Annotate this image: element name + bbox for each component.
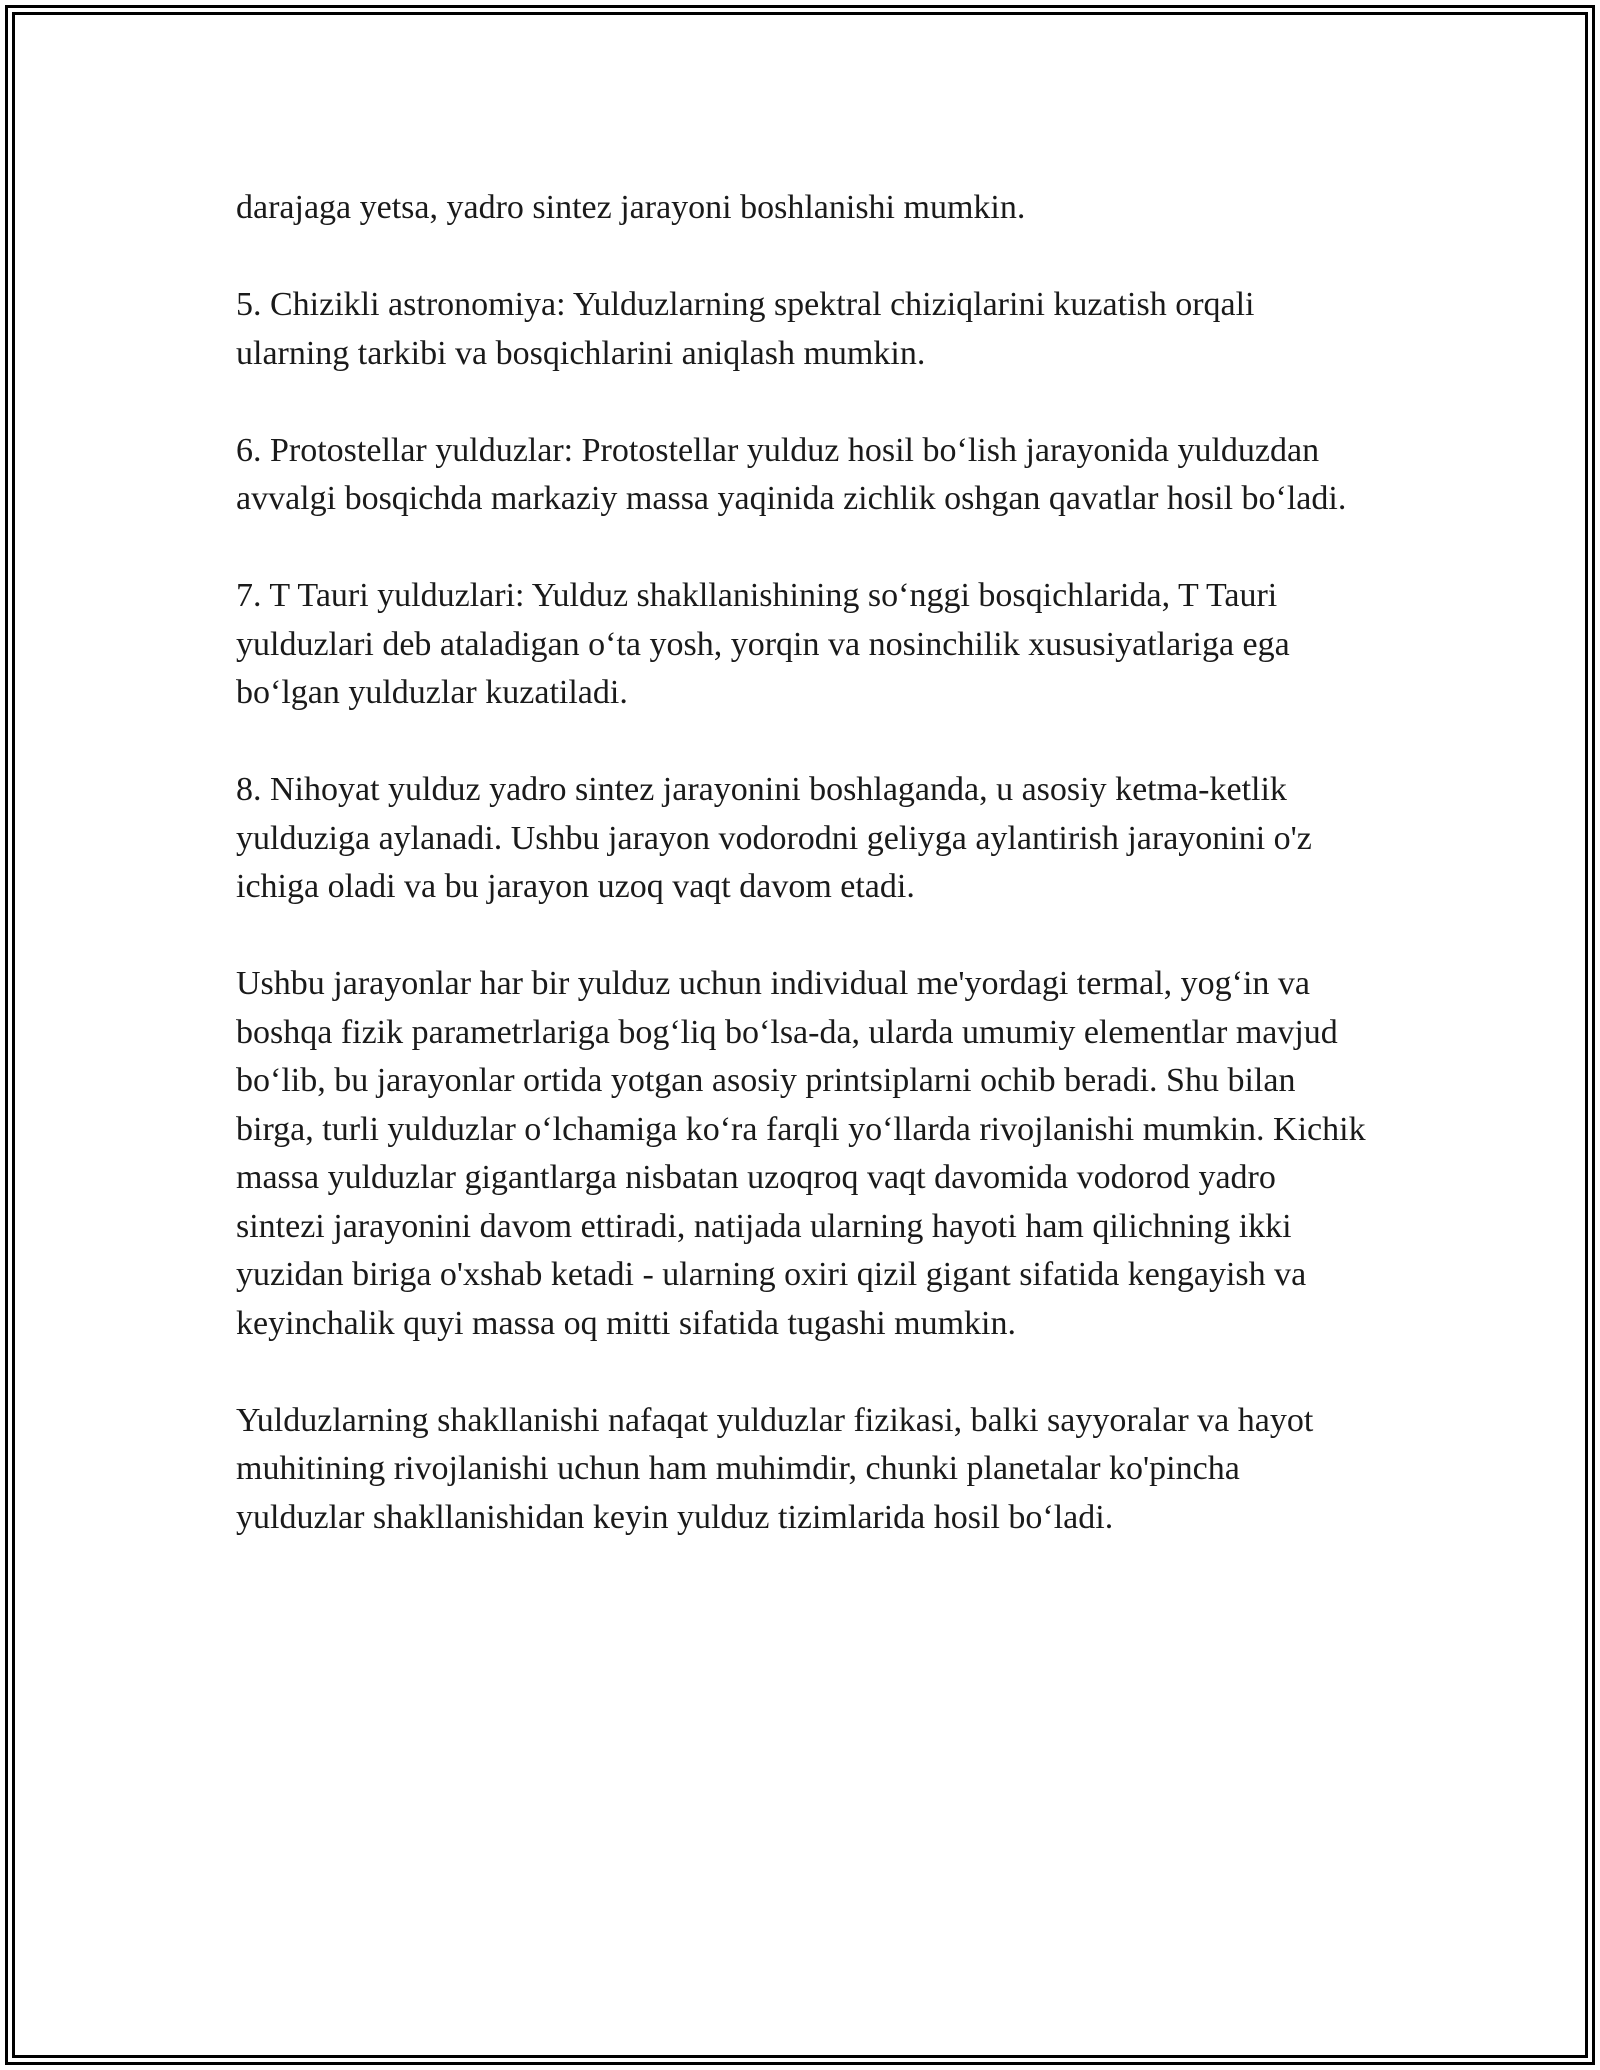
paragraph-item-7: 7. T Tauri yulduzlari: Yulduz shakllanishining so‘nggi bosqichlarida, T Tauri yulduzlari deb ataladigan o‘ta yosh, yorqin va nosinchilik xususiyatlariga ega bo‘lgan yulduzlar kuzatiladi. [236,577,1290,711]
paragraph-item-6: 6. Protostellar yulduzlar: Protostellar yulduz hosil bo‘lish jarayonida yulduzdan avvalgi bosqichda markaziy massa yaqinida zichlik oshgan qavatlar hosil bo‘ladi. [236,431,1347,517]
paragraph-continuation: darajaga yetsa, yadro sintez jarayoni boshlanishi mumkin. [236,189,1026,226]
paragraph-item-8: 8. Nihoyat yulduz yadro sintez jarayonini boshlaganda, u asosiy ketma-ketlik yulduziga aylanadi. Ushbu jarayon vodorodni geliyga aylantirish jarayonini o'z ichiga oladi va bu jarayon uzoq vaqt davom etadi. [236,771,1312,905]
paragraph-conclusion: Yulduzlarning shakllanishi nafaqat yulduzlar fizikasi, balki sayyoralar va hayot muhitining rivojlanishi uchun ham muhimdir, chunki planetalar ko'pincha yulduzlar shakllanishidan keyin yulduz tizimlarida hosil bo‘ladi. [236,1401,1314,1536]
paragraph-item-5: 5. Chizikli astronomiya: Yulduzlarning spektral chiziqlarini kuzatish orqali ularning tarkibi va bosqichlarini aniqlash mumkin. [236,286,1255,372]
document-body [236,184,1366,1542]
paragraph-summary: Ushbu jarayonlar har bir yulduz uchun individual me'yordagi termal, yog‘in va boshqa fizik parametrlariga bog‘liq bo‘lsa-da, ularda umumiy elementlar mavjud bo‘lib, bu jarayonlar ortida yotgan asosiy printsiplarni ochib beradi. Shu bilan birga, turli yulduzlar o‘lchamiga ko‘ra farqli yo‘llarda rivojlanishi mumkin. Kichik massa yulduzlar gigantlarga nisbatan uzoqroq vaqt davomida vodorod yadro sintezi jarayonini davom ettiradi, natijada ularning hayoti ham qilichning ikki yuzidan biriga o'xshab ketadi - ularning oxiri qizil gigant sifatida kengayish va keyinchalik quyi massa oq mitti sifatida tugashi mumkin. [236,965,1366,1342]
